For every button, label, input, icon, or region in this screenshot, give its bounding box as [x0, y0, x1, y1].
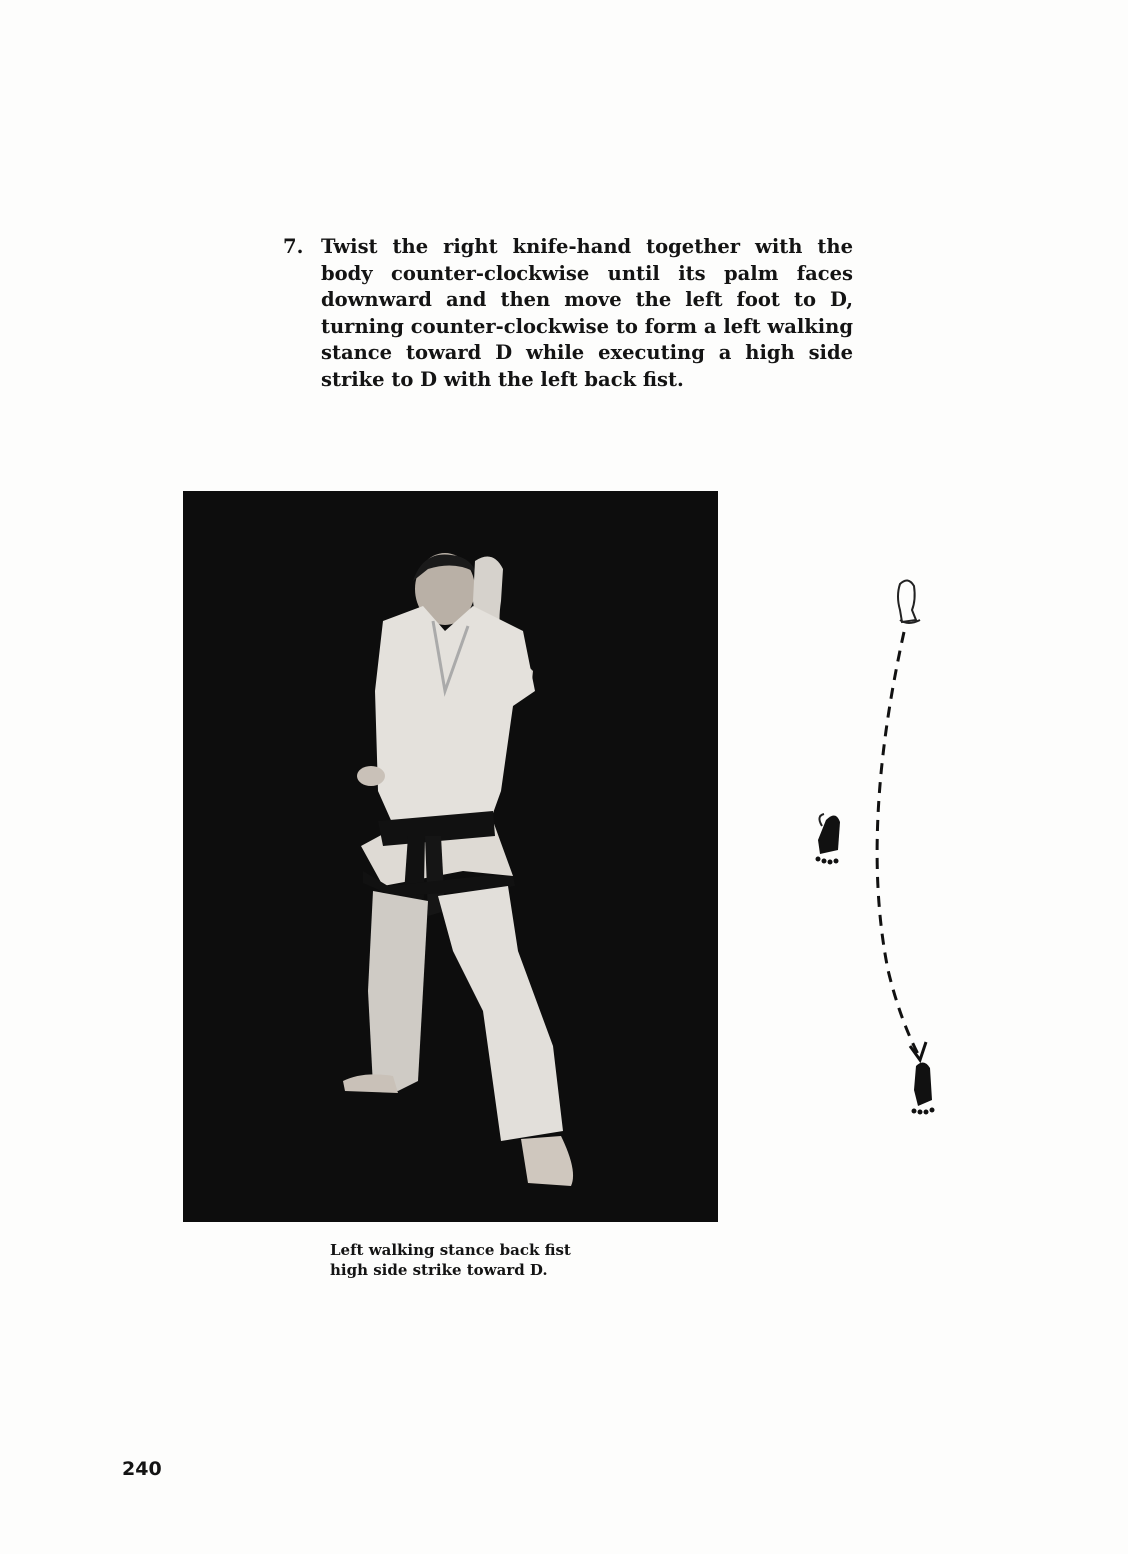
footwork-diagram — [800, 570, 960, 1130]
photo-caption — [330, 1240, 630, 1280]
movement-path-icon — [877, 632, 920, 1058]
technique-photo — [183, 491, 718, 1222]
end-footprint-icon — [912, 1062, 935, 1114]
step-number: 7. — [283, 235, 304, 258]
martial-artist-figure — [183, 491, 718, 1222]
instruction-step — [283, 234, 853, 394]
page-number: 240 — [122, 1458, 162, 1480]
step-text: Twist the right knife-hand together with the body counter-clockwise until its palm faces downward and then move the left foot to D, turning counter-clockwise to form a left walking stance toward D while executing a high side strike to D with the left back fist. — [321, 235, 853, 391]
caption-line-2: high side strike toward D. — [330, 1261, 548, 1279]
start-footprint-icon — [898, 580, 920, 623]
caption-line-1: Left walking stance back fist — [330, 1241, 571, 1259]
pivot-footprint-icon — [816, 814, 841, 865]
